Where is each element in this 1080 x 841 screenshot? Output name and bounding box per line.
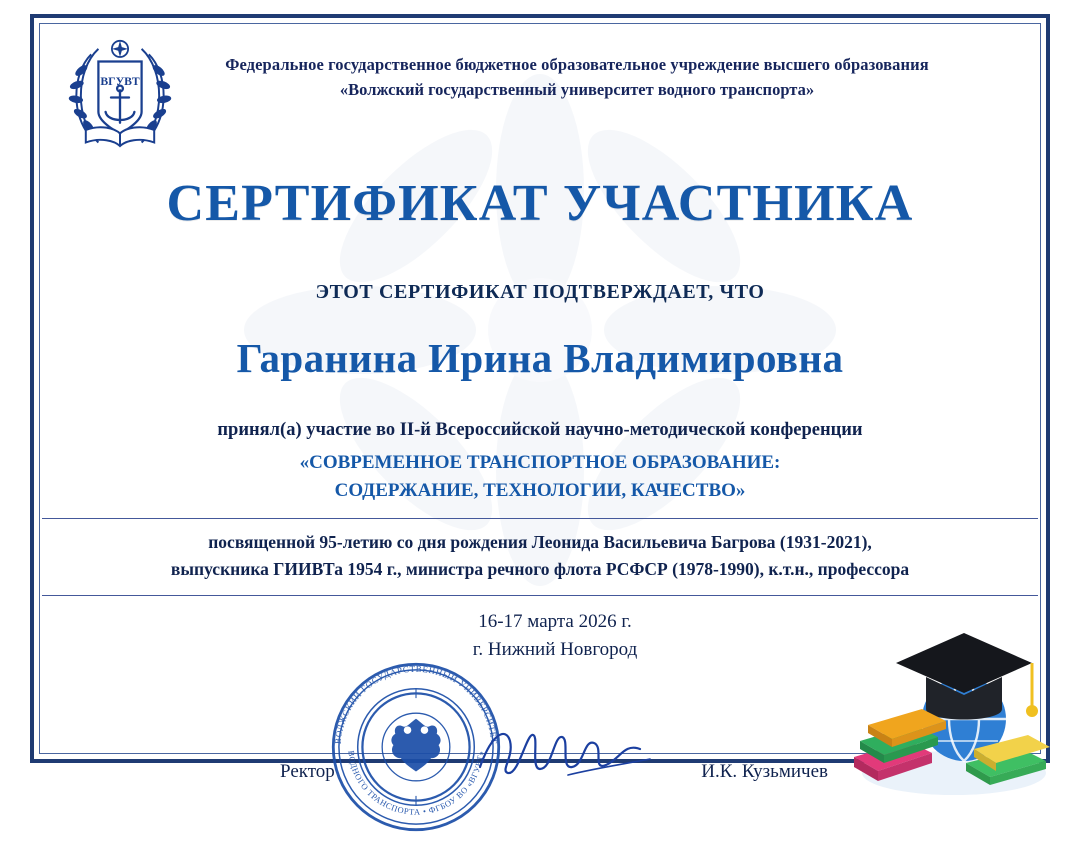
dedication-text (42, 519, 1038, 583)
svg-text:ВОДНОГО ТРАНСПОРТА • ФГБОУ ВО: ВОДНОГО ТРАНСПОРТА • ФГБОУ ВО «ВГУВТ» (346, 750, 486, 818)
svg-text:ВОЛЖСКИЙ ГОСУДАРСТВЕННЫЙ УНИВЕ: ВОЛЖСКИЙ ГОСУДАРСТВЕННЫЙ УНИВЕРСИТЕТ (332, 664, 500, 745)
organization-line-2: «Волжский государственный университет водного транспорта» (339, 80, 815, 100)
certificate-title: СЕРТИФИКАТ УЧАСТНИКА (166, 175, 914, 232)
university-emblem-icon (66, 34, 174, 152)
dedication-line-1: посвященной 95-летию со дня рождения Леонида Васильевича Багрова (1931-2021), (208, 532, 872, 553)
event-date: 16-17 марта 2026 г. (478, 611, 632, 633)
certificate-content (42, 26, 1038, 818)
certificate-footer (42, 608, 1038, 817)
svg-text:ВГУВТ: ВГУВТ (100, 74, 140, 88)
conference-name-line-1: «СОВРЕМЕННОЕ ТРАНСПОРТНОЕ ОБРАЗОВАНИЕ: (299, 452, 781, 473)
recipient-name: Гаранина Ирина Владимировна (236, 335, 844, 381)
participation-line: принял(а) участие во II-й Всероссийской научно-методической конференции (217, 420, 863, 440)
conference-name-line-2: СОДЕРЖАНИЕ, ТЕХНОЛОГИИ, КАЧЕСТВО» (334, 479, 746, 501)
rector-signature (472, 713, 662, 791)
dedication-line-2: выпускника ГИИВТа 1954 г., министра речного флота РСФСР (1978-1990), к.т.н., профессора (170, 559, 910, 580)
organization-name (174, 32, 1020, 102)
event-place: г. Нижний Новгород (472, 638, 638, 660)
conference-name (42, 449, 1038, 504)
signature-row (42, 664, 1038, 818)
organization-line-1: Федеральное государственное бюджетное образовательное учреждение высшего образования (225, 55, 929, 74)
rector-name: И.К. Кузьмичев (701, 761, 828, 783)
certificate-header (42, 26, 1038, 152)
graduation-cap-books-illustration (846, 623, 1052, 801)
rector-label: Ректор (280, 761, 335, 783)
confirmation-line: ЭТОТ СЕРТИФИКАТ ПОДТВЕРЖДАЕТ, ЧТО (315, 281, 765, 303)
divider-bottom (42, 595, 1038, 596)
